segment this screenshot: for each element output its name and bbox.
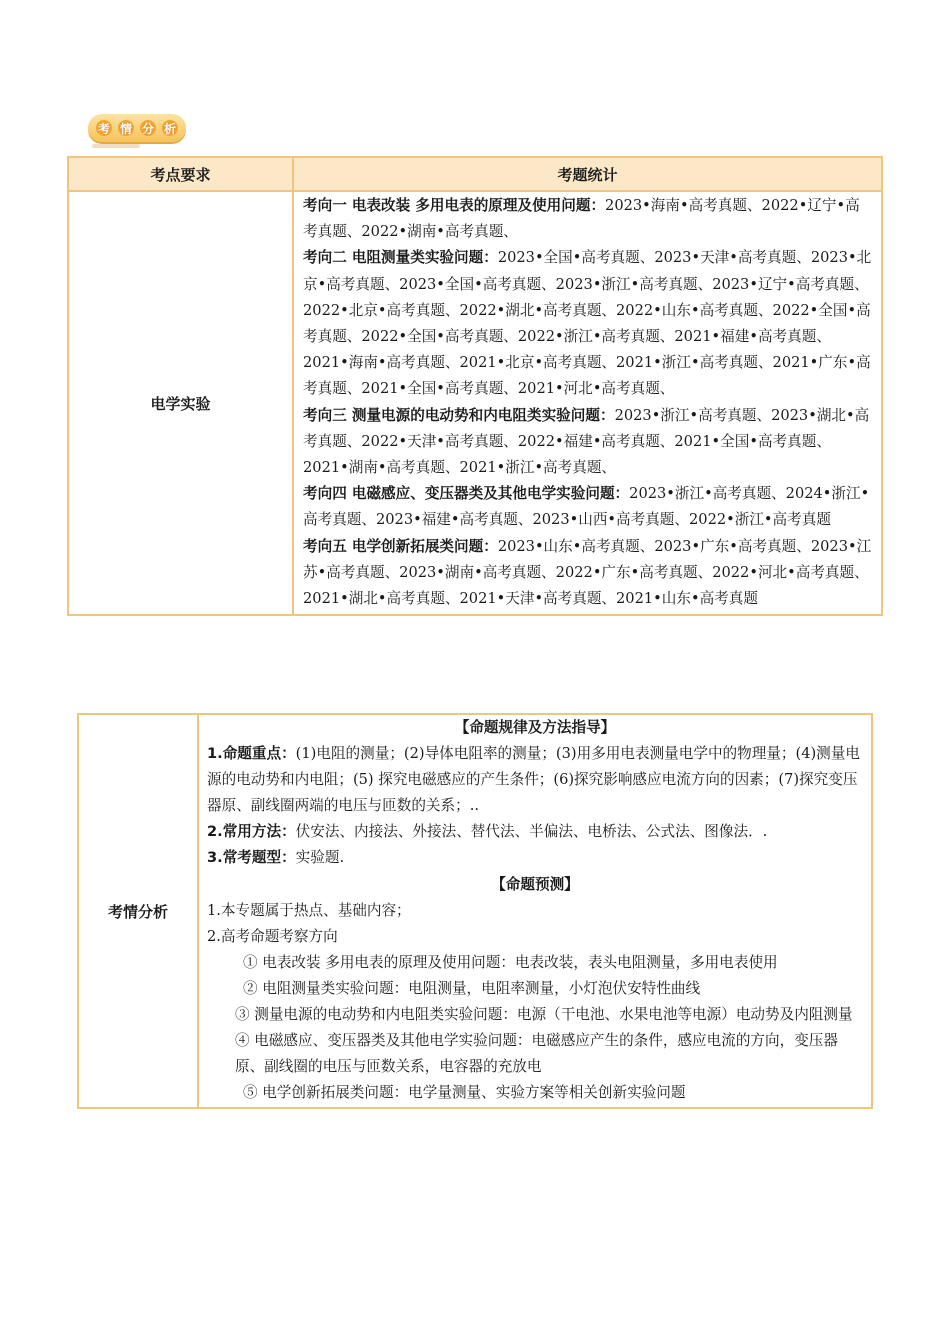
badge-char-circle: [96, 120, 112, 136]
direction-item: [303, 403, 873, 482]
direction-text: 2023•浙江•高考真题、2023•湖北•高考真题、2022•天津•高考真题、2022•福建•高考真题、2021•全国•高考真题、2021•湖南•高考真题、2021•浙江•高考真题、: [303, 406, 870, 477]
prediction-sub: ③ 测量电源的电动势和内电阻类实验问题：电源（干电池、水果电池等电源）电动势及内阻测量: [235, 1006, 853, 1024]
badge-char: 情: [119, 121, 132, 136]
key-point: [207, 819, 863, 845]
direction-label: 考向一 电表改装 多用电表的原理及使用问题：: [303, 197, 606, 214]
prediction-line: 1.本专题属于热点、基础内容；: [207, 901, 411, 919]
direction-label: 考向五 电学创新拓展类问题：: [303, 537, 498, 555]
prediction-sub: ④ 电磁感应、变压器类及其他电学实验问题：电磁感应产生的条件，感应电流的方向，变压器原、副线圈的电压与匝数关系，电容器的充放电: [235, 1032, 838, 1076]
point-label: 2.常用方法：: [207, 823, 296, 841]
badge-char: 分: [141, 121, 154, 136]
point-label: 1.命题重点：: [207, 745, 296, 763]
section-title: 【命题预测】: [491, 875, 579, 893]
direction-text: 2023•浙江•高考真题、2024•浙江•高考真题、2023•福建•高考真题、2023•山西•高考真题、2022•浙江•高考真题: [303, 485, 870, 529]
statistics-cell: [293, 191, 882, 615]
prediction-sub: ⑤ 电学创新拓展类问题：电学量测量、实验方案等相关创新实验问题: [243, 1084, 686, 1102]
point-label: 3.常考题型：: [207, 849, 296, 867]
direction-item: [303, 193, 873, 245]
direction-item: [303, 245, 873, 402]
table-row: [78, 714, 872, 1108]
direction-text: 2023•海南•高考真题、2022•辽宁•高考真题、2022•湖南•高考真题、: [303, 197, 860, 241]
direction-label: 考向二 电阻测量类实验问题：: [303, 249, 498, 267]
category-cell: 电学实验: [68, 191, 293, 615]
badge-underline: [92, 144, 140, 148]
header-statistics: 考题统计: [293, 157, 882, 191]
badge-char-circle: [162, 120, 178, 136]
badge-char: 考: [97, 121, 110, 136]
header-requirement: 考点要求: [68, 157, 293, 191]
prediction-sub: ① 电表改装 多用电表的原理及使用问题：电表改装，表头电阻测量，多用电表使用: [243, 953, 778, 971]
exam-statistics-table: [67, 156, 883, 616]
table-header-row: [68, 157, 882, 191]
key-point: [207, 845, 863, 871]
direction-item: [303, 481, 873, 533]
direction-label: 考向三 测量电源的电动势和内电阻类实验问题：: [303, 406, 615, 424]
category-cell: 考情分析: [78, 714, 198, 1108]
prediction-line: 2.高考命题考察方向: [207, 927, 338, 945]
badge-char: 析: [163, 121, 176, 136]
point-text: (1)电阻的测量；(2)导体电阻率的测量；(3)用多用电表测量电学中的物理量；(4)测量电源的电动势和内电阻；(5) 探究电磁感应的产生条件；(6)探究影响感应电流方向的因素；(7)探究变压器原、副线圈两端的电压与匝数的关系；..: [207, 745, 860, 815]
point-text: 伏安法、内接法、外接法、替代法、半偏法、电桥法、公式法、图像法．.: [295, 823, 768, 841]
key-point: [207, 741, 863, 819]
prediction-sub: ② 电阻测量类实验问题：电阻测量，电阻率测量，小灯泡伏安特性曲线: [243, 979, 701, 997]
analysis-cell: [198, 714, 872, 1108]
direction-text: 2023•山东•高考真题、2023•广东•高考真题、2023•江苏•高考真题、2023•湖南•高考真题、2022•广东•高考真题、2022•河北•高考真题、2021•湖北•高考真题、2021•天津•高考真题、2021•山东•高考真题: [303, 537, 872, 608]
direction-text: 2023•全国•高考真题、2023•天津•高考真题、2023•北京•高考真题、2023•全国•高考真题、2023•浙江•高考真题、2023•辽宁•高考真题、2022•北京•高考真题、2022•湖北•高考真题、2022•山东•高考真题、2022•全国•高考真题、2022•全国•高考真题、2022•浙江•高考真题、2021•福建•高考真题、2021•海南•高考真题、2021•北京•高考真题、2021•浙江•高考真题、2021•广东•高考真题、2021•全国•高考真题、2021•河北•高考真题、: [303, 249, 872, 398]
section-badge: [88, 114, 186, 142]
direction-item: [303, 534, 873, 613]
badge-char-circle: [118, 120, 134, 136]
badge-char-circle: [140, 120, 156, 136]
point-text: 实验题.: [295, 849, 345, 867]
direction-label: 考向四 电磁感应、变压器类及其他电学实验问题：: [303, 485, 630, 503]
analysis-table: [77, 713, 873, 1109]
section-title: 【命题规律及方法指导】: [454, 719, 616, 736]
table-row: [68, 191, 882, 615]
